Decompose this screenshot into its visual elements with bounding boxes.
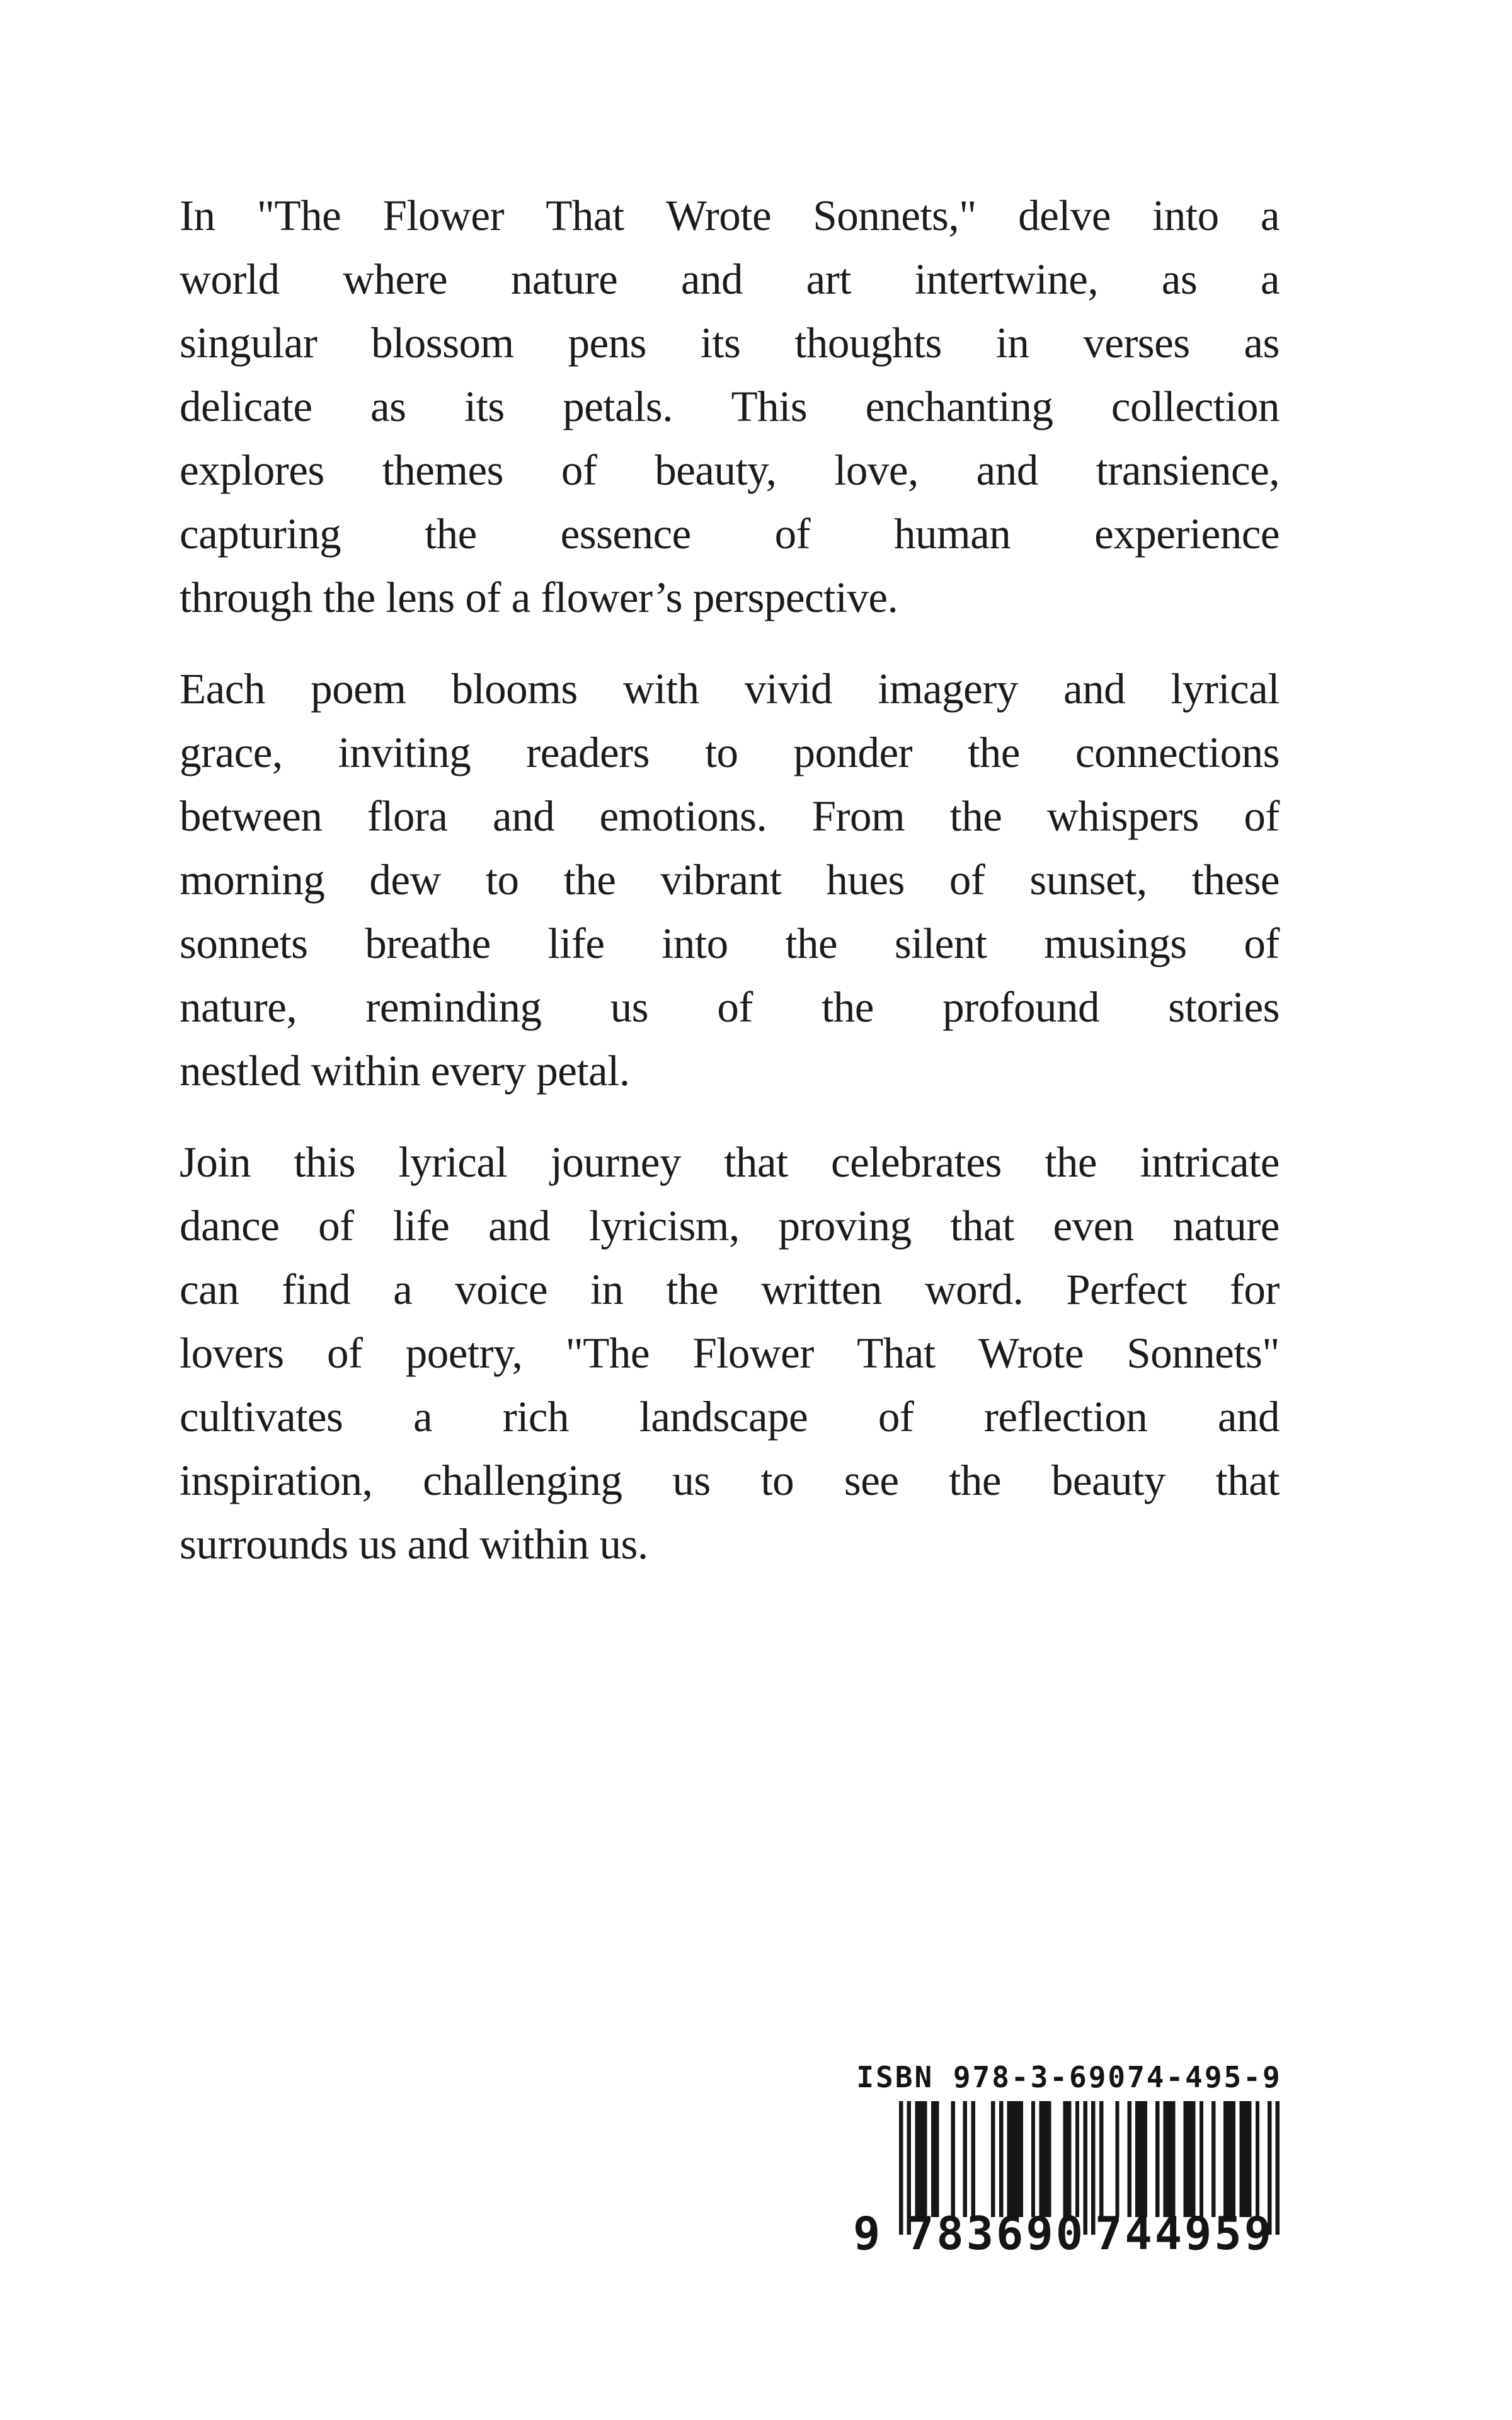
blurb-line: singular blossom pens its thoughts in verses as — [180, 319, 1280, 367]
blurb-line: inspiration, challenging us to see the beauty that — [180, 1456, 1280, 1504]
back-cover-blurb — [180, 184, 1280, 1604]
blurb-line: world where nature and art intertwine, as a — [180, 255, 1280, 303]
barcode-digits-left-group: 783690 — [907, 2207, 1086, 2260]
blurb-line: lovers of poetry, "The Flower That Wrote Sonnets" — [180, 1329, 1280, 1377]
blurb-paragraph — [180, 184, 1280, 630]
blurb-line: cultivates a rich landscape of reflection and — [180, 1393, 1280, 1441]
blurb-line: sonnets breathe life into the silent musings of — [180, 919, 1280, 967]
blurb-line: through the lens of a flower’s perspective. — [180, 573, 898, 621]
blurb-line: Join this lyrical journey that celebrates the intricate — [180, 1138, 1280, 1186]
isbn-barcode-block — [852, 2060, 1286, 2296]
blurb-line: nature, reminding us of the profound stories — [180, 983, 1280, 1031]
blurb-line: grace, inviting readers to ponder the connections — [180, 729, 1280, 776]
blurb-paragraph — [180, 1131, 1280, 1576]
blurb-paragraph — [180, 657, 1280, 1103]
blurb-line: capturing the essence of human experience — [180, 510, 1280, 558]
blurb-line: delicate as its petals. This enchanting collection — [180, 383, 1280, 430]
blurb-line: In "The Flower That Wrote Sonnets," delve into a — [180, 192, 1280, 239]
ean13-barcode — [852, 2101, 1286, 2296]
barcode-digit-leading: 9 — [853, 2207, 883, 2260]
blurb-line: morning dew to the vibrant hues of sunset, these — [180, 856, 1280, 904]
blurb-line: explores themes of beauty, love, and transience, — [180, 446, 1280, 494]
blurb-line: Each poem blooms with vivid imagery and lyrical — [180, 665, 1280, 713]
blurb-line: between flora and emotions. From the whispers of — [180, 792, 1280, 840]
blurb-line: dance of life and lyricism, proving that even nature — [180, 1202, 1280, 1250]
blurb-line: can find a voice in the written word. Perfect for — [180, 1265, 1280, 1313]
isbn-label: ISBN 978-3-69074-495-9 — [856, 2060, 1282, 2094]
blurb-line: surrounds us and within us. — [180, 1520, 648, 1568]
blurb-line: nestled within every petal. — [180, 1047, 630, 1095]
barcode-digits-right-group: 744959 — [1095, 2207, 1274, 2260]
